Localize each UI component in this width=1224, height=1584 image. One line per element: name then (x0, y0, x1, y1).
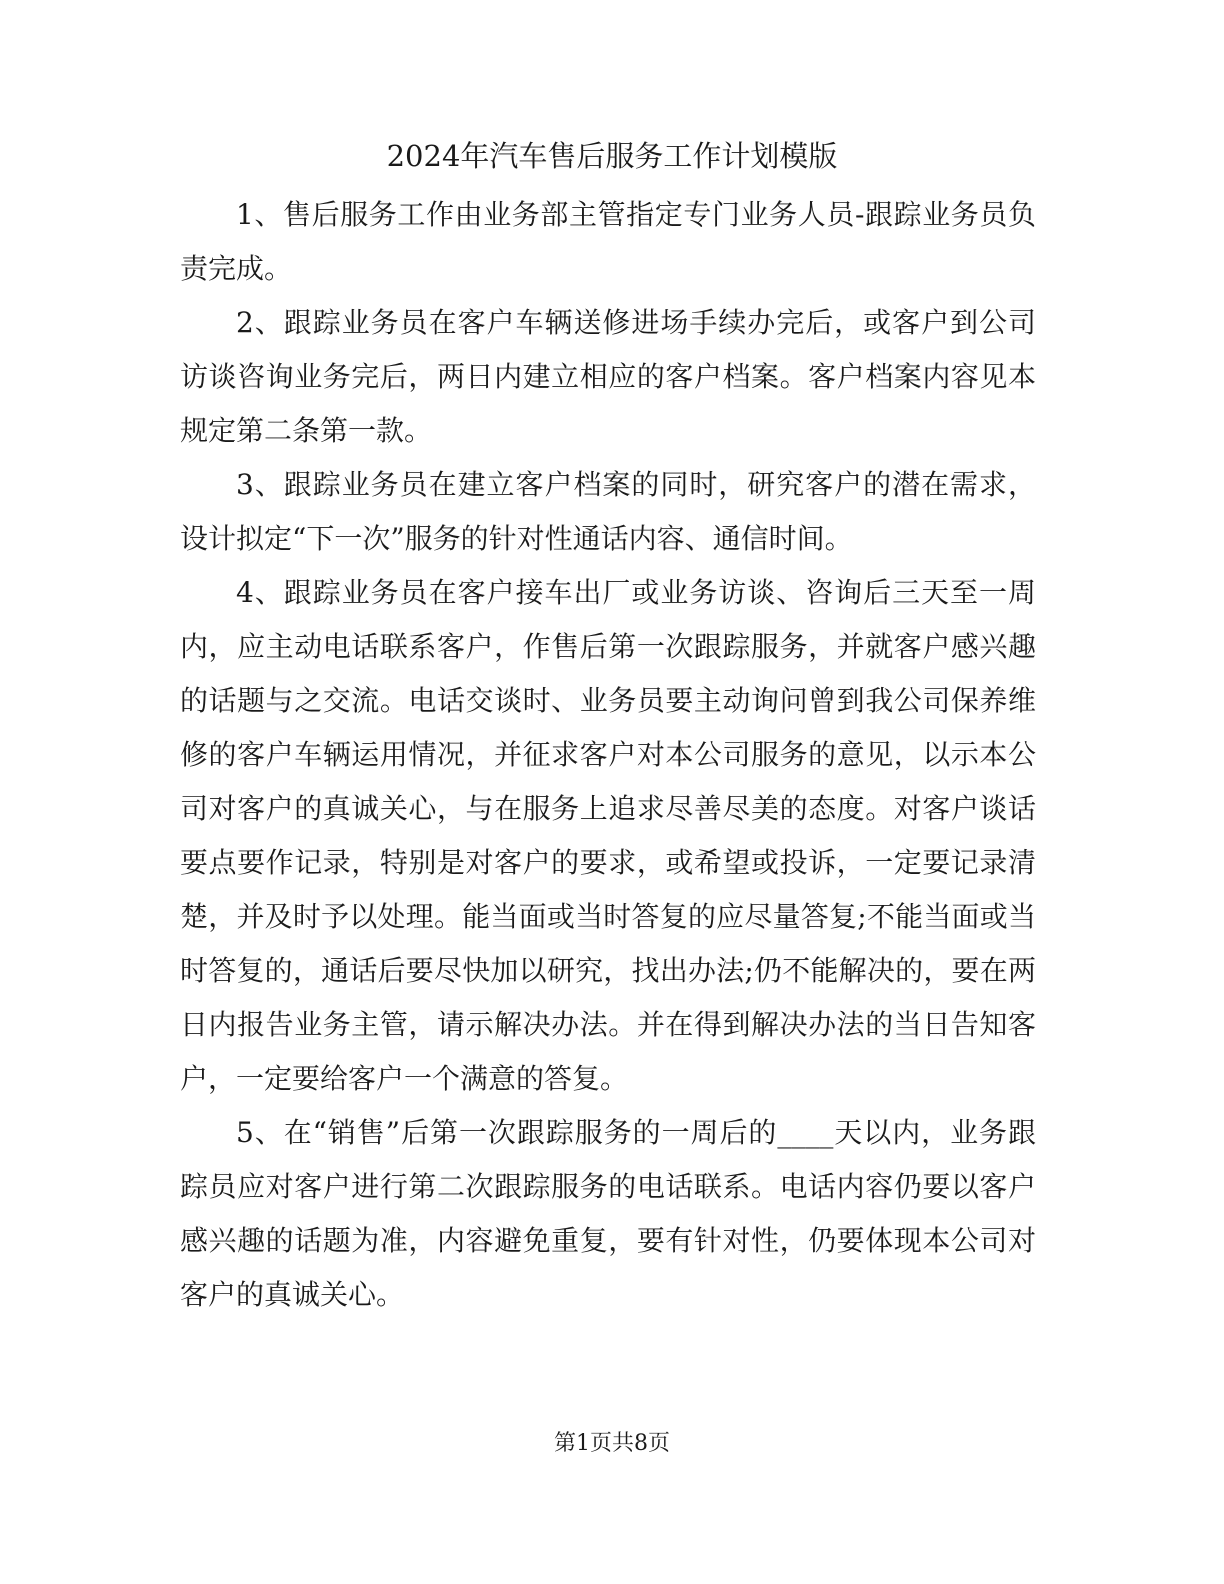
paragraph-2: 2、跟踪业务员在客户车辆送修进场手续办完后，或客户到公司访谈咨询业务完后，两日内建立相应的客户档案。客户档案内容见本规定第二条第一款。 (180, 306, 1036, 447)
paragraph-5: 5、在“销售”后第一次跟踪服务的一周后的____天以内，业务跟踪员应对客户进行第二次跟踪服务的电话联系。电话内容仍要以客户感兴趣的话题为准，内容避免重复，要有针对性，仍要体现本公司对客户的真诚关心。 (180, 1116, 1036, 1311)
document-title: 2024年汽车售后服务工作计划模版 (386, 139, 838, 173)
paragraph-3: 3、跟踪业务员在建立客户档案的同时，研究客户的潜在需求，设计拟定“下一次”服务的针对性通话内容、通信时间。 (180, 468, 1036, 555)
paragraph-4: 4、跟踪业务员在客户接车出厂或业务访谈、咨询后三天至一周内，应主动电话联系客户，作售后第一次跟踪服务，并就客户感兴趣的话题与之交流。电话交谈时、业务员要主动询问曾到我公司保养维修的客户车辆运用情况，并征求客户对本公司服务的意见，以示本公司对客户的真诚关心，与在服务上追求尽善尽美的态度。对客户谈话要点要作记录，特别是对客户的要求，或希望或投诉，一定要记录清楚，并及时予以处理。能当面或当时答复的应尽量答复;不能当面或当时答复的，通话后要尽快加以研究，找出办法;仍不能解决的，要在两日内报告业务主管，请示解决办法。并在得到解决办法的当日告知客户，一定要给客户一个满意的答复。 (180, 576, 1036, 1095)
paragraph-1: 1、售后服务工作由业务部主管指定专门业务人员-跟踪业务员负责完成。 (180, 198, 1036, 285)
page-number-footer: 第1页共8页 (554, 1431, 670, 1456)
document-body (180, 188, 1036, 1322)
